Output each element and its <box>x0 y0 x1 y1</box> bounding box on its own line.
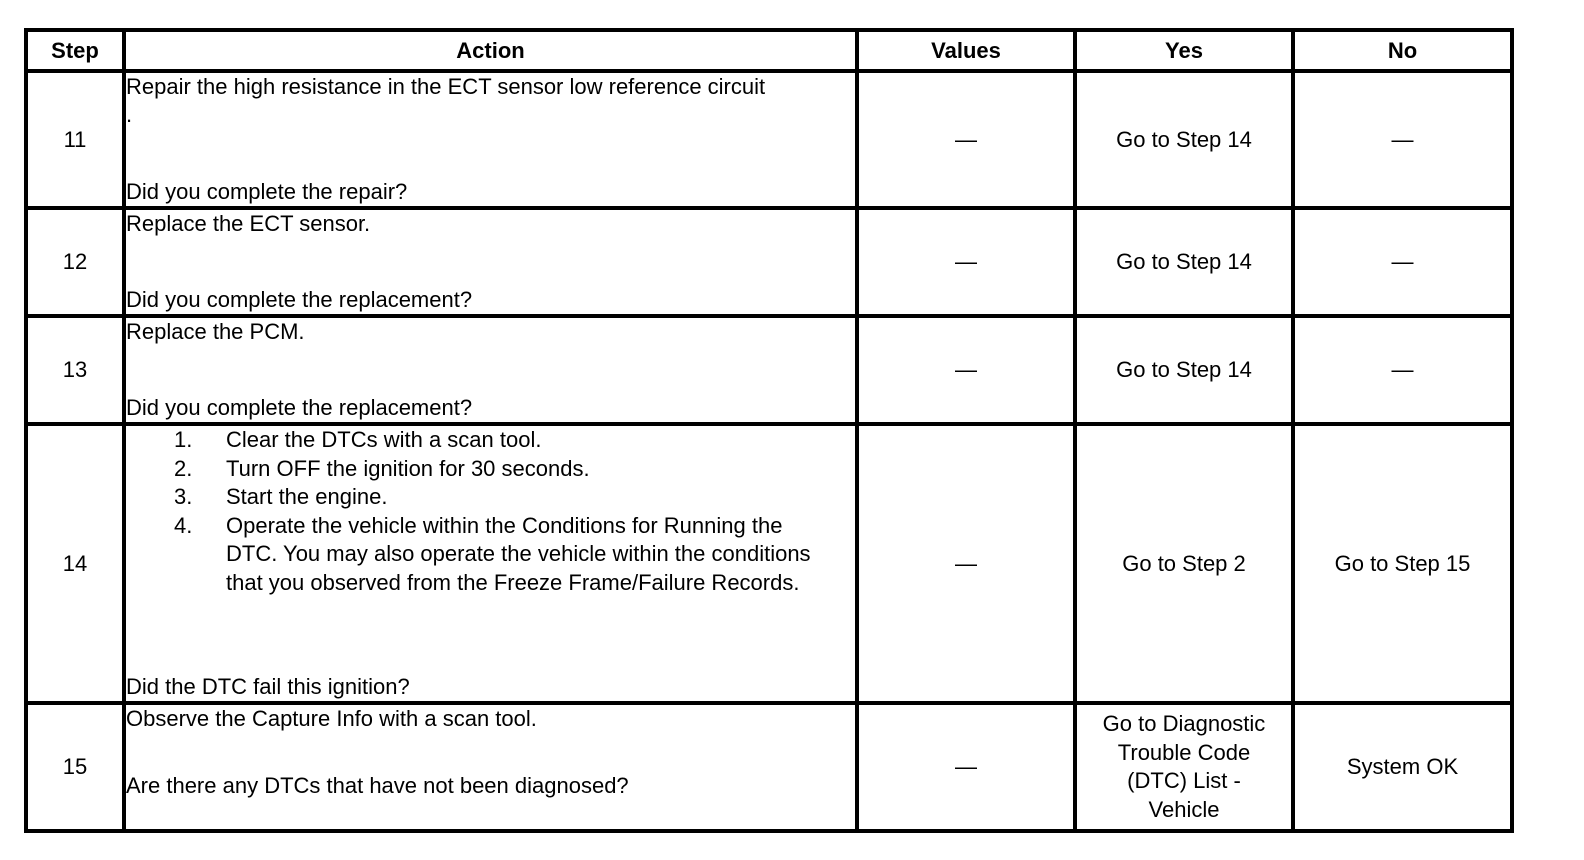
action-cell <box>124 316 857 424</box>
yes-cell <box>1075 703 1293 831</box>
step-number: 12 <box>26 208 124 316</box>
action-question: Did the DTC fail this ignition? <box>126 674 410 699</box>
header-values: Values <box>857 30 1075 71</box>
list-item <box>174 483 855 512</box>
yes-cell: Go to Step 14 <box>1075 316 1293 424</box>
yes-cell: Go to Step 2 <box>1075 424 1293 703</box>
list-item-number: 4. <box>174 512 193 538</box>
diagnostic-table <box>24 28 1514 833</box>
step-number: 13 <box>26 316 124 424</box>
no-cell: — <box>1293 71 1512 208</box>
action-question: Did you complete the replacement? <box>126 287 473 312</box>
step-number: 11 <box>26 71 124 208</box>
list-item-number: 1. <box>174 427 193 452</box>
yes-cell: Go to Step 14 <box>1075 208 1293 316</box>
header-step: Step <box>26 30 124 71</box>
no-cell: Go to Step 15 <box>1293 424 1512 703</box>
procedure-list <box>126 426 855 597</box>
values-cell: — <box>857 703 1075 831</box>
list-item-text: Turn OFF the ignition for 30 seconds. <box>226 455 590 481</box>
list-item-text: Operate the vehicle within the Conditions for Running the DTC. You may also operate the vehicle within the conditions that you observed from the Freeze Frame/Failure Records. <box>226 512 811 595</box>
no-cell: — <box>1293 316 1512 424</box>
action-text: Replace the PCM. <box>126 319 305 344</box>
list-item <box>174 512 855 598</box>
no-cell: — <box>1293 208 1512 316</box>
table-row <box>26 316 1512 424</box>
values-cell: — <box>857 316 1075 424</box>
yes-cell: Go to Step 14 <box>1075 71 1293 208</box>
action-question: Are there any DTCs that have not been diagnosed? <box>126 773 629 798</box>
no-cell: System OK <box>1293 703 1512 831</box>
values-cell: — <box>857 71 1075 208</box>
list-item <box>174 426 855 455</box>
action-text: Repair the high resistance in the ECT sensor low reference circuit <box>126 74 766 99</box>
list-item-number: 3. <box>174 484 193 509</box>
step-number: 15 <box>26 703 124 831</box>
values-cell: — <box>857 208 1075 316</box>
header-row <box>26 30 1512 71</box>
action-cell <box>124 424 857 703</box>
header-action: Action <box>124 30 857 71</box>
action-question: Did you complete the replacement? <box>126 395 473 420</box>
values-cell: — <box>857 424 1075 703</box>
header-yes: Yes <box>1075 30 1293 71</box>
table-row <box>26 703 1512 831</box>
action-cell <box>124 703 857 831</box>
table-row <box>26 208 1512 316</box>
header-no: No <box>1293 30 1512 71</box>
action-cell <box>124 208 857 316</box>
table-row <box>26 71 1512 208</box>
list-item-text: Clear the DTCs with a scan tool. <box>226 427 542 452</box>
yes-link-text: Go to Diagnostic Trouble Code (DTC) List - Vehicle <box>1102 711 1266 822</box>
list-item-number: 2. <box>174 455 193 481</box>
step-number: 14 <box>26 424 124 703</box>
list-item-text: Start the engine. <box>226 484 388 509</box>
table-row <box>26 424 1512 703</box>
action-cell <box>124 71 857 208</box>
action-question: Did you complete the repair? <box>126 179 408 204</box>
action-text-continued: . <box>126 102 133 127</box>
action-text: Observe the Capture Info with a scan tool. <box>126 706 537 731</box>
action-text: Replace the ECT sensor. <box>126 211 371 236</box>
list-item <box>174 455 855 484</box>
